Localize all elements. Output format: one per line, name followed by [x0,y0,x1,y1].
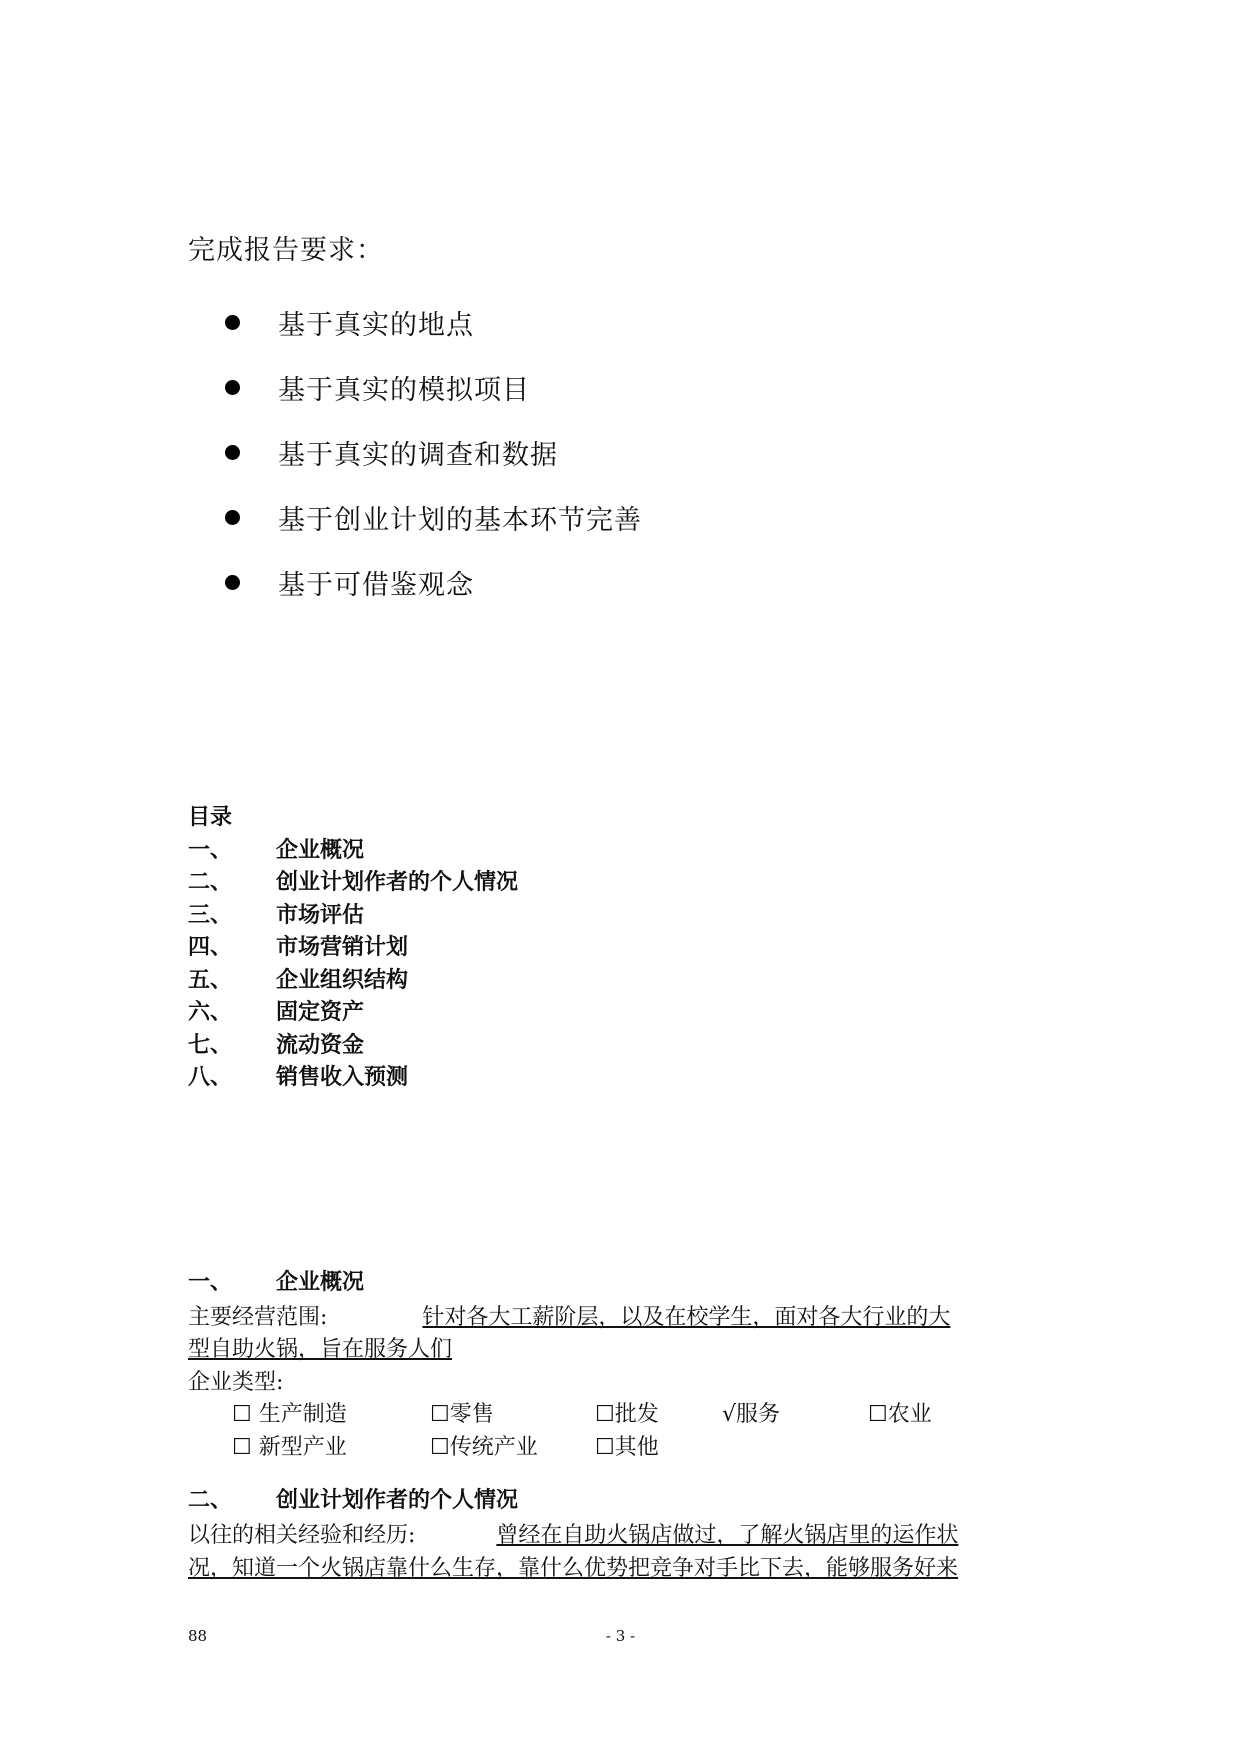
type-option-service[interactable]: √服务 [722,1402,781,1427]
bullet-icon [225,315,240,330]
scope-value-1: 针对各大工薪阶层，以及在校学生，面对各大行业的大 [422,1305,951,1330]
experience-line-1 [188,1518,958,1549]
scope-line-1 [188,1300,950,1331]
toc-item: 二、 创业计划作者的个人情况 [188,869,519,896]
type-option-retail[interactable]: ☐零售 [430,1402,494,1427]
requirement-item: 基于真实的模拟项目 [225,355,642,420]
page-number: - 3 - [605,1627,636,1645]
experience-label: 以往的相关经验和经历: [188,1523,416,1548]
toc-item: 四、 市场营销计划 [188,934,409,961]
section1-heading: 一、 企业概况 [188,1269,365,1295]
toc-item: 一、 企业概况 [188,836,365,863]
requirement-item: 基于真实的调查和数据 [225,420,642,485]
bullet-icon [225,510,240,525]
requirements-list [225,290,642,615]
experience-line-2 [188,1551,958,1582]
experience-value-2: 况，知道一个火锅店靠什么生存，靠什么优势把竞争对手比下去，能够服务好来 [188,1556,959,1581]
type-option-emerging[interactable]: ☐ 新型产业 [232,1435,347,1460]
scope-line-2 [188,1332,482,1363]
requirement-item: 基于创业计划的基本环节完善 [225,485,642,550]
scope-label: 主要经营范围: [188,1305,328,1330]
type-option-traditional[interactable]: ☐传统产业 [430,1435,538,1460]
footer-code: 88 [188,1627,208,1645]
bullet-icon [225,575,240,590]
toc-item: 七、 流动资金 [188,1031,365,1058]
scope-value-2: 型自助火锅，旨在服务人们 [188,1337,453,1362]
requirement-item: 基于真实的地点 [225,290,642,355]
type-option-agriculture[interactable]: ☐农业 [868,1402,932,1427]
requirement-item: 基于可借鉴观念 [225,550,642,615]
toc-item: 三、 市场评估 [188,901,365,928]
section2-heading: 二、 创业计划作者的个人情况 [188,1487,519,1513]
enterprise-type-label: 企业类型: [188,1370,284,1395]
bullet-icon [225,445,240,460]
type-option-other[interactable]: ☐其他 [595,1435,659,1460]
requirements-title: 完成报告要求： [188,235,384,266]
toc-item: 六、 固定资产 [188,999,365,1026]
toc-item: 五、 企业组织结构 [188,966,409,993]
type-option-wholesale[interactable]: ☐批发 [595,1402,659,1427]
toc-title: 目录 [188,804,233,830]
toc-item: 八、 销售收入预测 [188,1064,409,1091]
bullet-icon [225,380,240,395]
toc-list [188,832,518,1092]
experience-value-1: 曾经在自助火锅店做过，了解火锅店里的运作状 [496,1523,959,1548]
type-option-manufacturing[interactable]: ☐ 生产制造 [232,1402,347,1427]
